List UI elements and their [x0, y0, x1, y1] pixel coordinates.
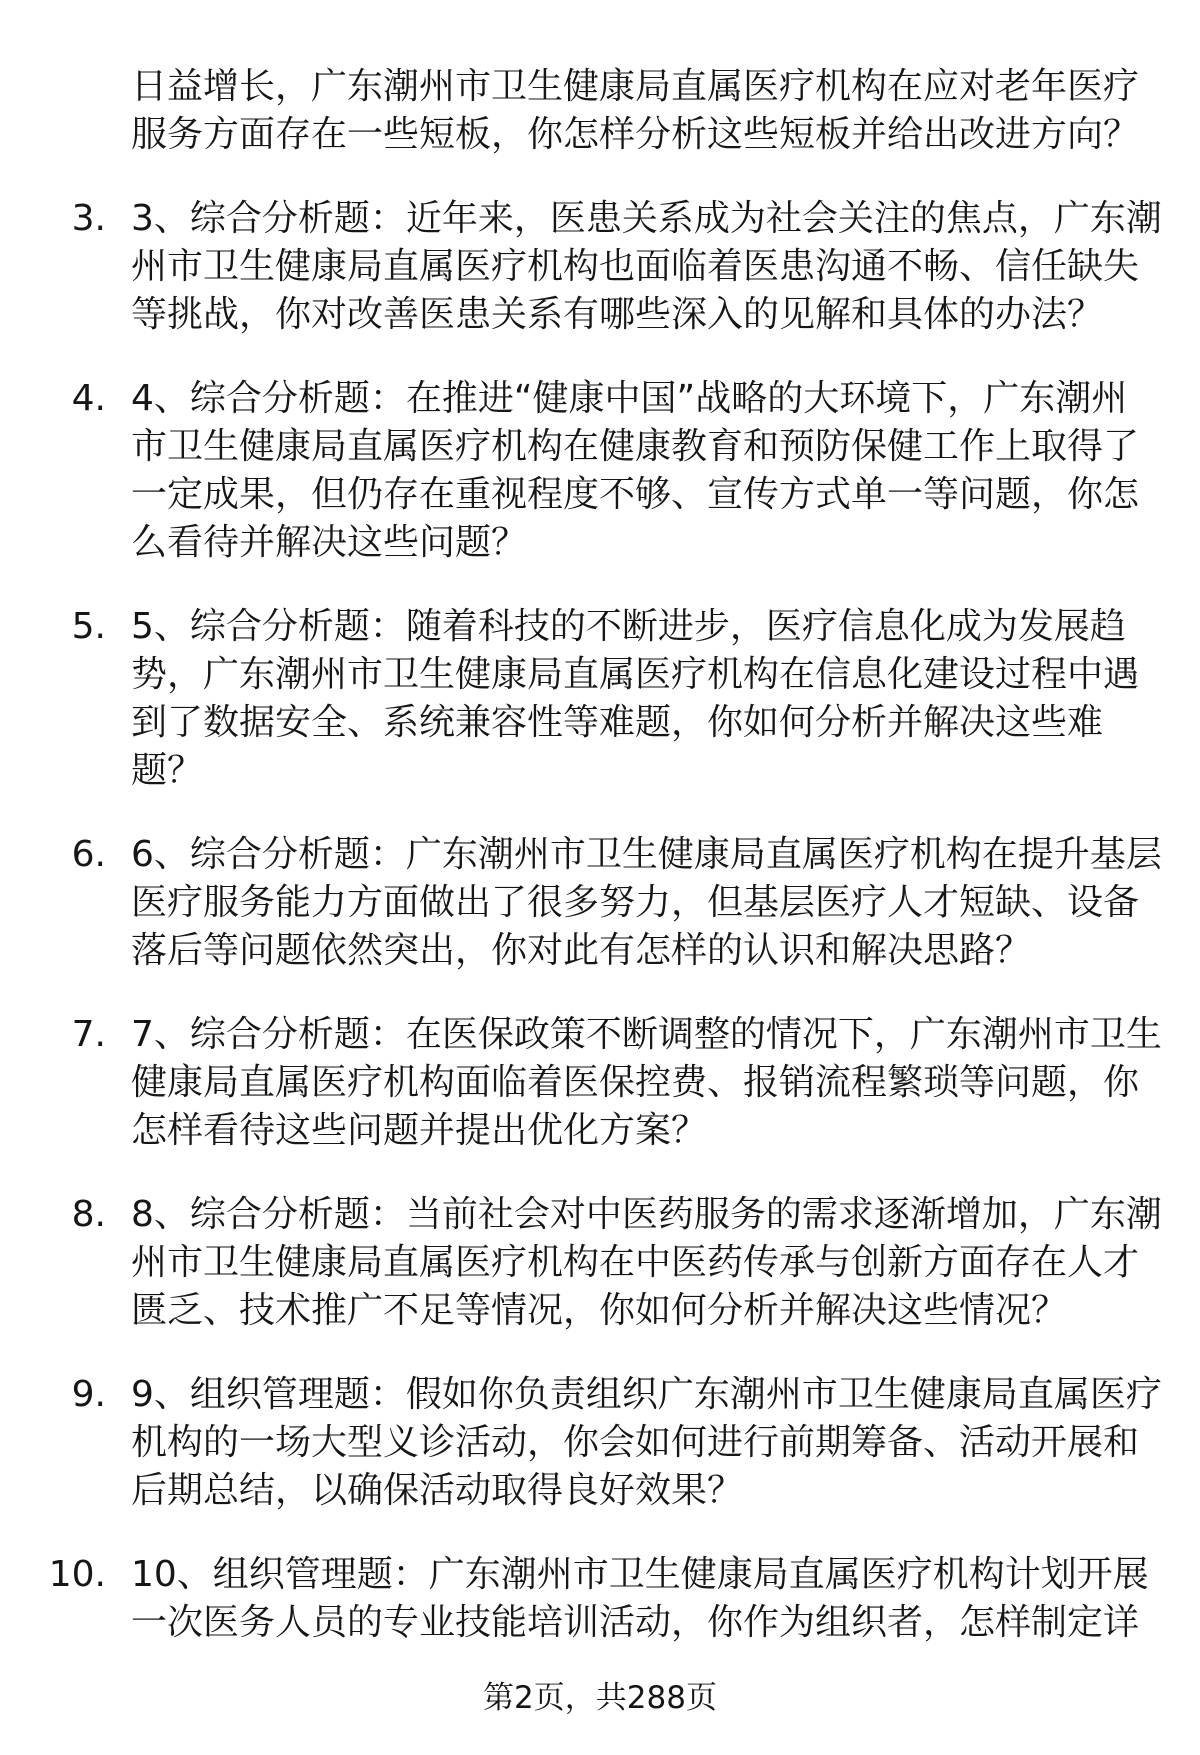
text-line: 匮乏、技术推广不足等情况，你如何分析并解决这些情况？	[131, 1290, 1068, 1331]
question-text	[131, 1011, 1181, 1155]
text-line: 5、综合分析题：随着科技的不断进步，医疗信息化成为发展趋	[131, 606, 1126, 647]
question-text	[131, 63, 1181, 159]
list-number: 7.	[71, 1014, 106, 1055]
text-line: 7、综合分析题：在医保政策不断调整的情况下，广东潮州市卫生	[131, 1014, 1162, 1055]
text-line: 么看待并解决这些问题？	[131, 522, 528, 563]
question-continuation	[0, 63, 1200, 159]
list-number: 4.	[71, 378, 106, 419]
question-text	[131, 195, 1181, 339]
text-line: 10、组织管理题：广东潮州市卫生健康局直属医疗机构计划开展	[131, 1554, 1149, 1595]
list-number: 6.	[71, 834, 106, 875]
text-line: 怎样看待这些问题并提出优化方案？	[131, 1110, 708, 1151]
text-line: 市卫生健康局直属医疗机构在健康教育和预防保健工作上取得了	[131, 426, 1140, 467]
question-item-9	[0, 1371, 1200, 1515]
question-text	[131, 603, 1181, 795]
text-line: 健康局直属医疗机构面临着医保控费、报销流程繁琐等问题，你	[131, 1062, 1140, 1103]
text-line: 势，广东潮州市卫生健康局直属医疗机构在信息化建设过程中遇	[131, 654, 1140, 695]
text-line: 一次医务人员的专业技能培训活动，你作为组织者，怎样制定详	[131, 1602, 1140, 1643]
question-item-6	[0, 831, 1200, 975]
question-text	[131, 831, 1181, 975]
question-item-10	[0, 1551, 1200, 1647]
page-number-footer: 第2页，共288页	[483, 1680, 717, 1716]
text-line: 服务方面存在一些短板，你怎样分析这些短板并给出改进方向？	[131, 114, 1140, 155]
text-line: 医疗服务能力方面做出了很多努力，但基层医疗人才短缺、设备	[131, 882, 1140, 923]
question-text	[131, 1191, 1181, 1335]
text-line: 4、综合分析题：在推进“健康中国”战略的大环境下，广东潮州	[131, 378, 1128, 419]
text-line: 6、综合分析题：广东潮州市卫生健康局直属医疗机构在提升基层	[131, 834, 1162, 875]
list-number: 5.	[71, 606, 106, 647]
list-number: 3.	[71, 198, 106, 239]
question-item-3	[0, 195, 1200, 339]
text-line: 州市卫生健康局直属医疗机构在中医药传承与创新方面存在人才	[131, 1242, 1140, 1283]
question-text	[131, 1371, 1181, 1515]
text-line: 一定成果，但仍存在重视程度不够、宣传方式单一等问题，你怎	[131, 474, 1140, 515]
question-item-8	[0, 1191, 1200, 1335]
question-text	[131, 1551, 1181, 1647]
question-list	[0, 63, 1200, 1647]
text-line: 到了数据安全、系统兼容性等难题，你如何分析并解决这些难	[131, 702, 1104, 743]
text-line: 3、综合分析题：近年来，医患关系成为社会关注的焦点，广东潮	[131, 198, 1162, 239]
text-line: 题？	[131, 750, 204, 791]
list-number: 9.	[71, 1374, 106, 1415]
text-line: 9、组织管理题：假如你负责组织广东潮州市卫生健康局直属医疗	[131, 1374, 1162, 1415]
text-line: 州市卫生健康局直属医疗机构也面临着医患沟通不畅、信任缺失	[131, 246, 1140, 287]
text-line: 机构的一场大型义诊活动，你会如何进行前期筹备、活动开展和	[131, 1422, 1140, 1463]
question-text	[131, 375, 1181, 567]
question-item-5	[0, 603, 1200, 795]
text-line: 8、综合分析题：当前社会对中医药服务的需求逐渐增加，广东潮	[131, 1194, 1162, 1235]
question-item-7	[0, 1011, 1200, 1155]
text-line: 落后等问题依然突出，你对此有怎样的认识和解决思路？	[131, 930, 1032, 971]
text-line: 日益增长，广东潮州市卫生健康局直属医疗机构在应对老年医疗	[131, 66, 1140, 107]
text-line: 等挑战，你对改善医患关系有哪些深入的见解和具体的办法？	[131, 294, 1104, 335]
list-number: 10.	[48, 1554, 106, 1595]
list-number: 8.	[71, 1194, 106, 1235]
text-line: 后期总结，以确保活动取得良好效果？	[131, 1470, 744, 1511]
question-item-4	[0, 375, 1200, 567]
